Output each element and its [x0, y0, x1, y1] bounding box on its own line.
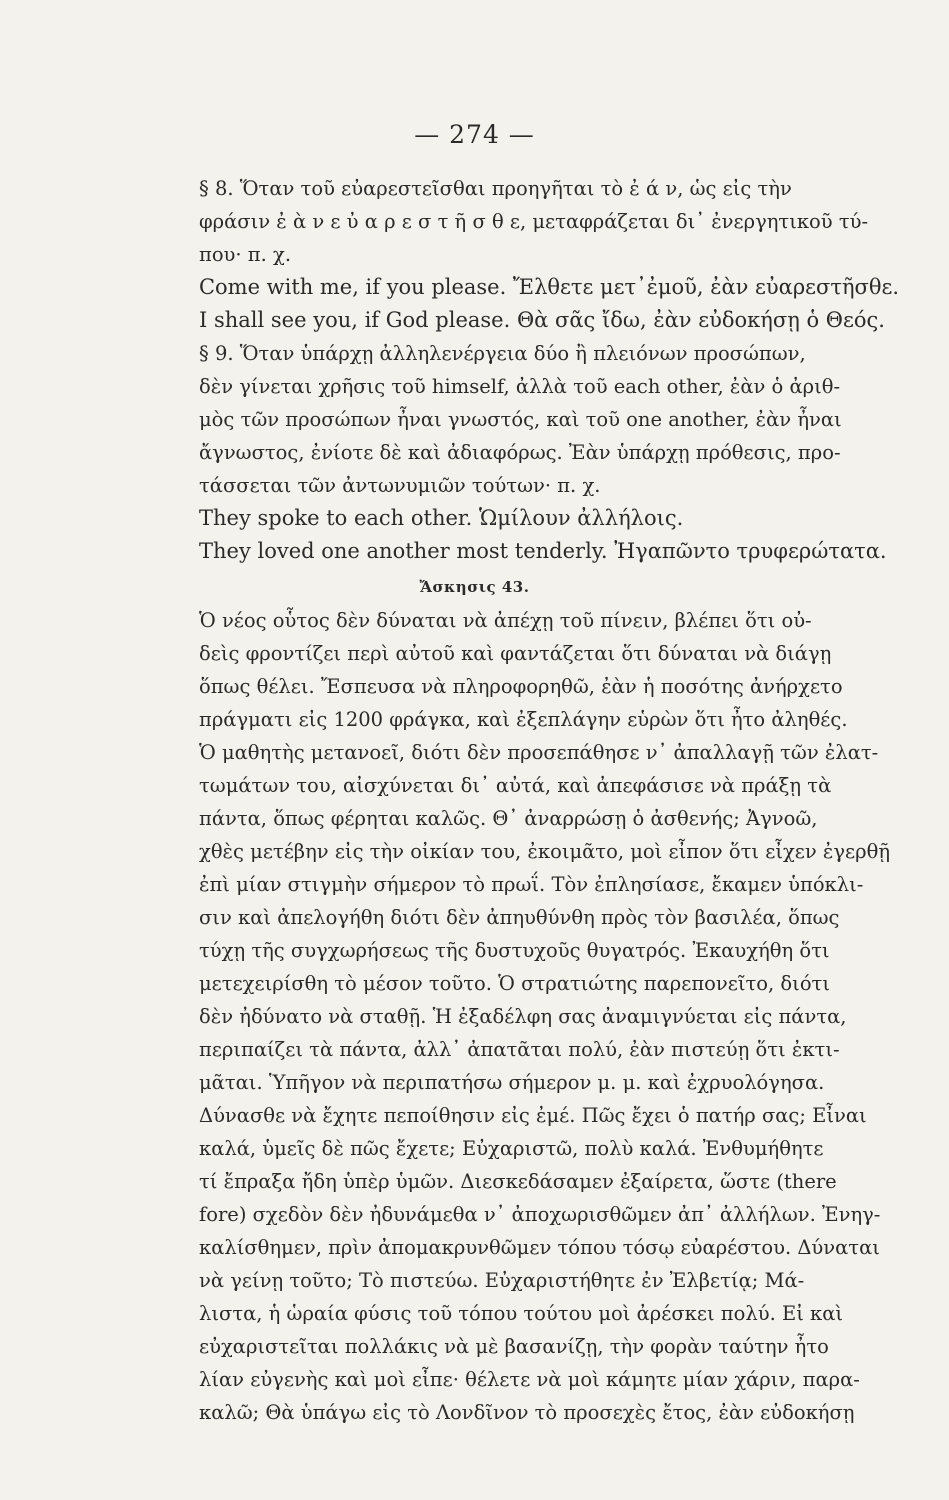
text-line: τί ἔπραξα ἤδη ὑπὲρ ὑμῶν. Διεσκεδάσαμεν ἐξαίρετα, ὥστε (there — [199, 1170, 837, 1193]
text-line: ἄγνωστος, ἐνίοτε δὲ καὶ ἀδιαφόρως. Ἐὰν ὑπάρχῃ πρόθεσις, προ- — [199, 441, 841, 464]
exercise-text — [199, 604, 899, 1429]
text-line: § 8. Ὅταν τοῦ εὐαρεστεῖσθαι προηγῆται τὸ ἐ ά ν, ὡς εἰς τὴν — [199, 177, 792, 200]
text-line: τύχῃ τῆς συγχωρήσεως τῆς δυστυχοῦς θυγατρός. Ἐκαυχήθη ὅτι — [199, 939, 830, 962]
example-line: They loved one another most tenderly. Ἠγαπῶντο τρυφερώτατα. — [199, 539, 887, 563]
text-line: Ὁ νέος οὗτος δὲν δύναται νὰ ἀπέχῃ τοῦ πίνειν, βλέπει ὅτι οὐ- — [199, 609, 812, 632]
example-line: Come with me, if you please. Ἔλθετε μετ᾿ἐμοῦ, ἐὰν εὐαρεστῆσθε. — [199, 275, 899, 299]
text-line: μὸς τῶν προσώπων ἦναι γνωστός, καὶ τοῦ one another, ἐὰν ἦναι — [199, 408, 842, 431]
text-line: πάντα, ὅπως φέρηται καλῶς. Θ᾿ ἀναρρώσῃ ὁ ἀσθενής; Ἀγνοῶ, — [199, 807, 818, 830]
text-line: καλῶ; Θὰ ὑπάγω εἰς τὸ Λονδῖνον τὸ προσεχὲς ἔτος, ἐὰν εὐδοκήσῃ — [199, 1401, 855, 1424]
text-line: fore) σχεδὸν δὲν ἠδυνάμεθα ν᾿ ἀποχωρισθῶμεν ἀπ᾿ ἀλλήλων. Ἐνηγ- — [199, 1203, 881, 1226]
text-line: δεὶς φροντίζει περὶ αὐτοῦ καὶ φαντάζεται ὅτι δύναται νὰ διάγῃ — [199, 642, 832, 665]
text-line: ὅπως θέλει. Ἔσπευσα νὰ πληροφορηθῶ, ἐὰν ἡ ποσότης ἀνήρχετο — [199, 675, 843, 698]
example-line: They spoke to each other. Ὡμίλουν ἀλλήλοις. — [199, 506, 684, 530]
text-line: Ὁ μαθητὴς μετανοεῖ, διότι δὲν προσεπάθησε ν᾿ ἀπαλλαγῇ τῶν ἐλατ- — [199, 741, 879, 764]
text-line: τάσσεται τῶν ἀντωνυμιῶν τούτων· π. χ. — [199, 474, 601, 497]
page-number: — 274 — — [414, 120, 535, 149]
grammar-section — [199, 172, 899, 568]
text-line: περιπαίζει τὰ πάντα, ἀλλ᾿ ἀπατᾶται πολύ, ἐὰν πιστεύῃ ὅτι ἐκτι- — [199, 1038, 840, 1061]
text-line: νὰ γείνῃ τοῦτο; Τὸ πιστεύω. Εὐχαριστήθητε ἐν Ἐλβετίᾳ; Μά- — [199, 1269, 805, 1292]
text-line: φράσιν ἐ ὰ ν ε ὐ α ρ ε σ τ ῆ σ θ ε, μεταφράζεται δι᾿ ἐνεργητικοῦ τύ- — [199, 210, 869, 233]
text-line: λίαν εὐγενὴς καὶ μοὶ εἶπε· θέλετε νὰ μοὶ κάμητε μίαν χάριν, παρα- — [199, 1368, 860, 1391]
text-line: εὐχαριστεῖται πολλάκις νὰ μὲ βασανίζῃ, τὴν φορὰν ταύτην ἦτο — [199, 1335, 829, 1358]
exercise-heading: Ἄσκησις 43. — [419, 578, 530, 596]
text-line: § 9. Ὅταν ὑπάρχῃ ἀλληλενέργεια δύο ἢ πλειόνων προσώπων, — [199, 342, 806, 365]
text-line: δὲν γίνεται χρῆσις τοῦ himself, ἀλλὰ τοῦ each other, ἐὰν ὁ ἀριθ- — [199, 375, 841, 398]
text-line: σιν καὶ ἀπελογήθη διότι δὲν ἀπηυθύνθη πρὸς τὸν βασιλέα, ὅπως — [199, 906, 840, 929]
text-line: λιστα, ἡ ὡραία φύσις τοῦ τόπου τούτου μοὶ ἀρέσκει πολύ. Εἰ καὶ — [199, 1302, 844, 1325]
text-line: μᾶται. Ὑπῆγον νὰ περιπατήσω σήμερον μ. μ. καὶ ἐχρυολόγησα. — [199, 1071, 825, 1094]
text-line: καλίσθημεν, πρὶν ἀπομακρυνθῶμεν τόπου τόσῳ εὐαρέστου. Δύναται — [199, 1236, 880, 1259]
text-line: ἐπὶ μίαν στιγμὴν σήμερον τὸ πρωΐ. Τὸν ἐπλησίασε, ἔκαμεν ὑπόκλι- — [199, 873, 864, 896]
text-line: χθὲς μετέβην εἰς τὴν οἰκίαν του, ἐκοιμᾶτο, μοὶ εἶπον ὅτι εἶχεν ἐγερθῇ — [199, 840, 891, 863]
text-line: τωμάτων του, αἰσχύνεται δι᾿ αὐτά, καὶ ἀπεφάσισε νὰ πράξῃ τὰ — [199, 774, 832, 797]
text-line: που· π. χ. — [199, 243, 292, 266]
text-line: μετεχειρίσθη τὸ μέσον τοῦτο. Ὁ στρατιώτης παρεπονεῖτο, διότι — [199, 972, 830, 995]
text-line: δὲν ἠδύνατο νὰ σταθῇ. Ἡ ἐξαδέλφη σας ἀναμιγνύεται εἰς πάντα, — [199, 1005, 847, 1028]
example-line: I shall see you, if God please. Θὰ σᾶς ἴδω, ἐὰν εὐδοκήσῃ ὁ Θεός. — [199, 308, 885, 332]
text-line: Δύνασθε νὰ ἔχητε πεποίθησιν εἰς ἐμέ. Πῶς ἔχει ὁ πατήρ σας; Εἶναι — [199, 1104, 867, 1127]
text-line: καλά, ὑμεῖς δὲ πῶς ἔχετε; Εὐχαριστῶ, πολὺ καλά. Ἐνθυμήθητε — [199, 1137, 824, 1160]
text-line: πράγματι εἰς 1200 φράγκα, καὶ ἐξεπλάγην εὑρὼν ὅτι ἦτο ἀληθές. — [199, 708, 848, 731]
